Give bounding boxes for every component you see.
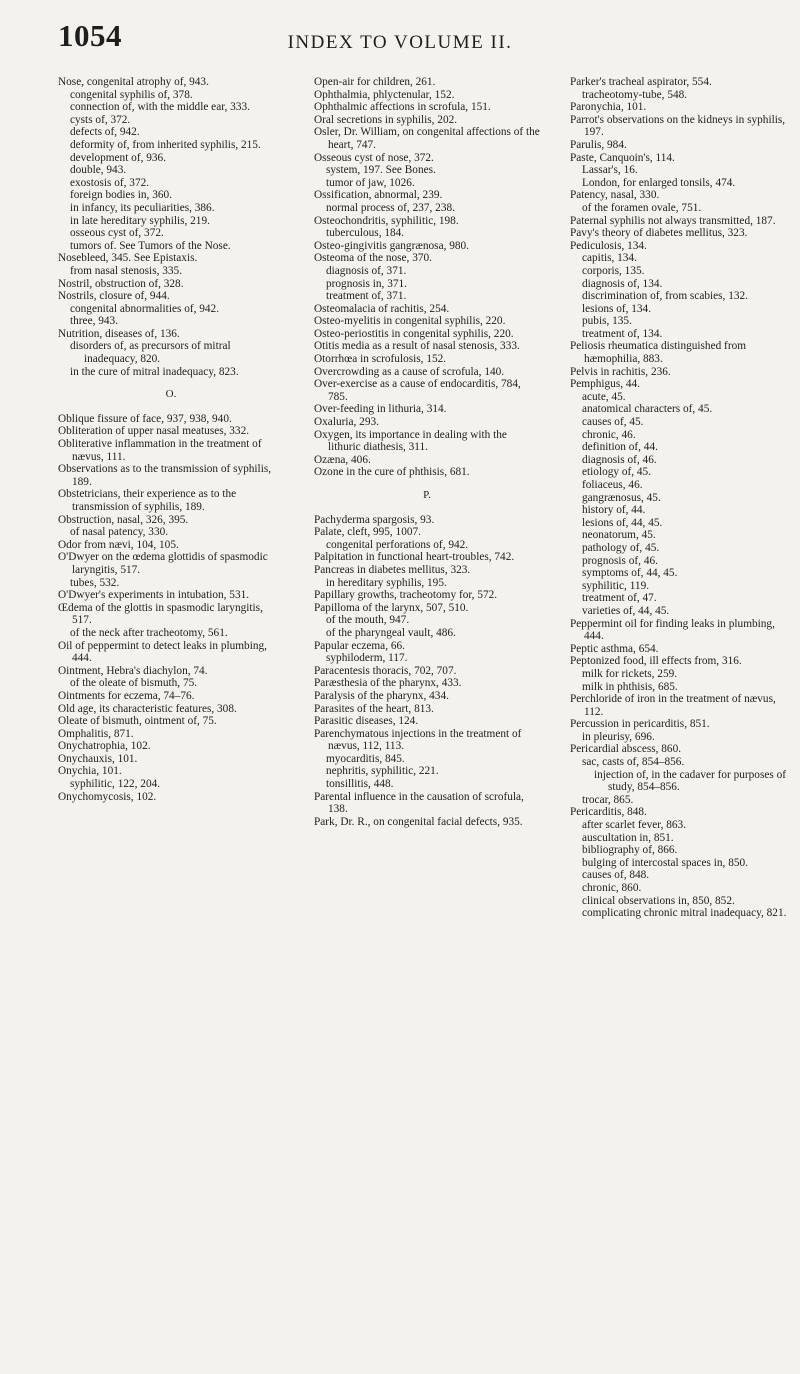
index-subentry: London, for enlarged tonsils, 474. <box>582 176 736 189</box>
index-entry: Patency, nasal, 330. <box>570 189 660 202</box>
index-entry: Nosebleed, 345. See Epistaxis. <box>58 252 198 265</box>
index-subentry: treatment of, 371. <box>326 290 407 303</box>
index-subentry: auscultation in, 851. <box>582 831 674 844</box>
index-subentry: from nasal stenosis, 335. <box>70 264 183 277</box>
index-subentry: discrimination of, from scabies, 132. <box>582 290 748 303</box>
index-entry: Pelvis in rachitis, 236. <box>570 365 671 378</box>
index-entry: Paralysis of the pharynx, 434. <box>314 689 449 702</box>
index-entry: Oleate of bismuth, ointment of, 75. <box>58 715 217 728</box>
index-entry: Over-exercise as a cause of endocarditis, 784, 785. <box>314 378 521 403</box>
index-subentry: in hereditary syphilis, 195. <box>326 576 447 589</box>
index-subentry: of the foramen ovale, 751. <box>582 201 702 214</box>
index-subentry: exostosis of, 372. <box>70 176 150 189</box>
index-subentry: tracheotomy-tube, 548. <box>582 88 688 101</box>
index-subentry: neonatorum, 45. <box>582 529 656 542</box>
index-entry: Ophthalmia, phlyctenular, 152. <box>314 88 455 101</box>
index-entry: Obstetricians, their experience as to the transmission of syphilis, 189. <box>58 488 237 513</box>
index-subentry: sac, casts of, 854–856. <box>582 756 685 769</box>
index-subentry: of nasal patency, 330. <box>70 526 169 539</box>
index-subentry: bulging of intercostal spaces in, 850. <box>582 856 748 869</box>
index-subentry: clinical observations in, 850, 852. <box>582 894 735 907</box>
index-subentry: after scarlet fever, 863. <box>582 819 686 832</box>
index-subentry: congenital perforations of, 942. <box>326 538 469 551</box>
index-entry: Onychatrophia, 102. <box>58 740 151 753</box>
index-subentry: gangrænosus, 45. <box>582 491 661 504</box>
index-subentry: of the oleate of bismuth, 75. <box>70 677 198 690</box>
index-entry: Parulis, 984. <box>570 138 627 151</box>
index-entry: Onychomycosis, 102. <box>58 790 157 803</box>
index-subentry: of the mouth, 947. <box>326 614 410 627</box>
index-subentry: disorders of, as precursors of mitral inadequacy, 820. <box>70 340 231 366</box>
index-entry: Paronychia, 101. <box>570 101 647 114</box>
index-entry: Pericardial abscess, 860. <box>570 743 682 756</box>
index-subentry: in infancy, its peculiarities, 386. <box>70 201 215 214</box>
index-entry: Ossification, abnormal, 239. <box>314 189 443 202</box>
section-letter-heading: O. <box>165 388 177 401</box>
index-subentry: injection of, in the cadaver for purposes of study, 854–856. <box>594 768 786 794</box>
index-subentry: tumors of. See Tumors of the Nose. <box>70 239 231 252</box>
index-entry: Obliterative inflammation in the treatment of nævus, 111. <box>58 438 262 463</box>
index-entry: Open-air for children, 261. <box>314 76 436 88</box>
index-subentry: definition of, 44. <box>582 441 658 454</box>
index-subentry: tuberculous, 184. <box>326 227 405 240</box>
index-entry: Oxygen, its importance in dealing with the lithuric diathesis, 311. <box>314 428 507 454</box>
index-entry: Parrot's observations on the kidneys in syphilis, 197. <box>570 113 786 139</box>
index-subentry: double, 943. <box>70 164 127 177</box>
index-entry: Old age, its characteristic features, 308. <box>58 702 237 715</box>
index-entry: Osseous cyst of nose, 372. <box>314 151 434 164</box>
index-subentry: congenital syphilis of, 378. <box>70 88 193 101</box>
index-subentry: bibliography of, 866. <box>582 844 678 857</box>
index-entry: Osteo-myelitis in congenital syphilis, 220. <box>314 315 506 328</box>
index-subentry: tonsillitis, 448. <box>326 778 394 791</box>
index-entry: O'Dwyer on the œdema glottidis of spasmodic laryngitis, 517. <box>58 551 268 576</box>
index-subentry: pubis, 135. <box>582 315 632 328</box>
index-subentry: causes of, 848. <box>582 869 650 882</box>
index-subentry: treatment of, 47. <box>582 592 657 605</box>
index-entry: Osler, Dr. William, on congenital affections of the heart, 747. <box>314 126 540 151</box>
index-subentry: tubes, 532. <box>70 576 120 589</box>
index-entry: Over-feeding in lithuria, 314. <box>314 403 447 416</box>
index-entry: Observations as to the transmission of syphilis, 189. <box>58 463 272 488</box>
index-column-3 <box>570 76 796 920</box>
index-entry: Ozæna, 406. <box>314 453 371 466</box>
index-subentry: milk for rickets, 259. <box>582 667 678 680</box>
index-subentry: diagnosis of, 46. <box>582 453 657 466</box>
index-subentry: complicating chronic mitral inadequacy, 821. <box>582 907 787 920</box>
index-entry: Odor from nævi, 104, 105. <box>58 538 179 551</box>
index-subentry: system, 197. See Bones. <box>326 164 436 177</box>
index-subentry: deformity of, from inherited syphilis, 215. <box>70 138 261 151</box>
index-subentry: pathology of, 45. <box>582 541 660 554</box>
index-entry: Pancreas in diabetes mellitus, 323. <box>314 563 471 576</box>
index-subentry: diagnosis of, 134. <box>582 277 663 290</box>
index-entry: Park, Dr. R., on congenital facial defects, 935. <box>314 815 523 828</box>
index-entry: Peptonized food, ill effects from, 316. <box>570 655 742 668</box>
index-subentry: history of, 44. <box>582 504 646 517</box>
index-entry: Oil of peppermint to detect leaks in plumbing, 444. <box>58 639 267 665</box>
index-subentry: acute, 45. <box>582 390 626 403</box>
index-subentry: etiology of, 45. <box>582 466 652 479</box>
index-subentry: capitis, 134. <box>582 252 637 265</box>
index-subentry: syphiloderm, 117. <box>326 652 408 665</box>
index-column-2 <box>314 76 540 828</box>
index-subentry: chronic, 860. <box>582 882 642 894</box>
index-entry: Otorrhœa in scrofulosis, 152. <box>314 353 447 366</box>
index-entry: Pavy's theory of diabetes mellitus, 323. <box>570 227 748 240</box>
index-entry: Otitis media as a result of nasal stenosis, 333. <box>314 340 520 353</box>
index-entry: Obstruction, nasal, 326, 395. <box>58 513 189 526</box>
index-subentry: prognosis in, 371. <box>326 277 407 290</box>
index-subentry: varieties of, 44, 45. <box>582 604 670 617</box>
index-entry: Paternal syphilis not always transmitted, 187. <box>570 214 776 227</box>
index-entry: Peliosis rheumatica distinguished from hæmophilia, 883. <box>570 340 747 366</box>
index-entry: Osteo-gingivitis gangrænosa, 980. <box>314 239 470 252</box>
index-subentry: treatment of, 134. <box>582 327 663 340</box>
index-entry: Parasitic diseases, 124. <box>314 715 419 728</box>
index-subentry: corporis, 135. <box>582 264 645 277</box>
index-subentry: osseous cyst of, 372. <box>70 227 164 240</box>
index-subentry: prognosis of, 46. <box>582 554 658 567</box>
index-column-1 <box>58 76 284 803</box>
index-subentry: syphilitic, 119. <box>582 579 650 592</box>
index-entry: Papular eczema, 66. <box>314 639 405 652</box>
index-entry: Pediculosis, 134. <box>570 239 647 252</box>
index-entry: Percussion in pericarditis, 851. <box>570 718 710 731</box>
index-entry: Nostrils, closure of, 944. <box>58 290 170 303</box>
index-subentry: syphilitic, 122, 204. <box>70 778 161 791</box>
index-subentry: milk in phthisis, 685. <box>582 680 678 693</box>
index-entry: Osteochondritis, syphilitic, 198. <box>314 214 459 227</box>
index-entry: Oral secretions in syphilis, 202. <box>314 113 458 126</box>
index-entry: Onychia, 101. <box>58 765 122 778</box>
index-subentry: anatomical characters of, 45. <box>582 403 713 416</box>
index-entry: Perchloride of iron in the treatment of nævus, 112. <box>570 693 776 718</box>
index-entry: Parental influence in the causation of scrofula, 138. <box>314 790 524 816</box>
index-entry: Parker's tracheal aspirator, 554. <box>570 76 712 88</box>
index-entry: Onychauxis, 101. <box>58 752 138 765</box>
index-entry: Ophthalmic affections in scrofula, 151. <box>314 101 491 114</box>
index-entry: Papilloma of the larynx, 507, 510. <box>314 601 469 614</box>
index-subentry: foreign bodies in, 360. <box>70 189 172 202</box>
index-subentry: cysts of, 372. <box>70 113 131 126</box>
index-entry: Paracentesis thoracis, 702, 707. <box>314 664 457 677</box>
index-subentry: foliaceus, 46. <box>582 479 643 491</box>
index-entry: Oxaluria, 293. <box>314 416 379 429</box>
index-subentry: nephritis, syphilitic, 221. <box>326 765 439 778</box>
index-subentry: of the neck after tracheotomy, 561. <box>70 626 228 639</box>
index-entry: Palpitation in functional heart-troubles, 742. <box>314 551 515 564</box>
index-entry: Œdema of the glottis in spasmodic laryngitis, 517. <box>58 601 263 627</box>
index-entry: Omphalitis, 871. <box>58 727 134 740</box>
index-subentry: symptoms of, 44, 45. <box>582 567 678 580</box>
index-entry: Nostril, obstruction of, 328. <box>58 277 184 290</box>
index-entry: Peptic asthma, 654. <box>570 642 659 655</box>
index-entry: Parasites of the heart, 813. <box>314 702 434 715</box>
index-subentry: Lassar's, 16. <box>582 164 638 177</box>
index-entry: Ozone in the cure of phthisis, 681. <box>314 466 470 479</box>
index-entry: Osteomalacia of rachitis, 254. <box>314 302 450 315</box>
index-entry: Overcrowding as a cause of scrofula, 140. <box>314 365 505 378</box>
index-subentry: in late hereditary syphilis, 219. <box>70 214 210 227</box>
index-entry: Palate, cleft, 995, 1007. <box>314 526 421 539</box>
running-title: INDEX TO VOLUME II. <box>287 32 513 53</box>
index-entry: Peppermint oil for finding leaks in plumbing, 444. <box>570 617 775 643</box>
page-number: 1054 <box>58 18 122 53</box>
index-subentry: causes of, 45. <box>582 416 644 429</box>
section-letter-heading: P. <box>423 489 431 501</box>
index-subentry: connection of, with the middle ear, 333. <box>70 101 250 114</box>
index-entry: Parenchymatous injections in the treatment of nævus, 112, 113. <box>314 727 522 753</box>
index-subentry: chronic, 46. <box>582 428 636 441</box>
index-entry: O'Dwyer's experiments in intubation, 531. <box>58 589 250 602</box>
index-entry: Ointments for eczema, 74–76. <box>58 689 195 702</box>
index-entry: Nutrition, diseases of, 136. <box>58 327 180 340</box>
page-header <box>0 10 800 60</box>
index-entry: Nose, congenital atrophy of, 943. <box>58 76 209 88</box>
index-subentry: development of, 936. <box>70 151 167 164</box>
index-subentry: in the cure of mitral inadequacy, 823. <box>70 365 239 378</box>
index-entry: Pemphigus, 44. <box>570 378 640 391</box>
index-entry: Pericarditis, 848. <box>570 806 647 819</box>
index-entry: Ointment, Hebra's diachylon, 74. <box>58 664 208 677</box>
index-subentry: trocar, 865. <box>582 793 634 806</box>
index-entry: Pachyderma spargosis, 93. <box>314 513 435 526</box>
index-subentry: lesions of, 134. <box>582 302 652 315</box>
index-subentry: diagnosis of, 371. <box>326 264 407 277</box>
index-entry: Oblique fissure of face, 937, 938, 940. <box>58 412 232 425</box>
index-subentry: of the pharyngeal vault, 486. <box>326 626 456 639</box>
index-entry: Paste, Canquoin's, 114. <box>570 151 675 164</box>
index-subentry: tumor of jaw, 1026. <box>326 176 415 189</box>
index-subentry: congenital abnormalities of, 942. <box>70 302 220 315</box>
index-subentry: normal process of, 237, 238. <box>326 201 455 214</box>
index-subentry: myocarditis, 845. <box>326 752 405 765</box>
index-entry: Papillary growths, tracheotomy for, 572. <box>314 589 498 602</box>
index-subentry: three, 943. <box>70 315 118 328</box>
index-entry: Osteo-periostitis in congenital syphilis, 220. <box>314 327 514 340</box>
index-entry: Paræsthesia of the pharynx, 433. <box>314 677 462 690</box>
index-entry: Obliteration of upper nasal meatuses, 332. <box>58 425 250 438</box>
index-subentry: in pleurisy, 696. <box>582 730 655 743</box>
index-subentry: lesions of, 44, 45. <box>582 516 663 529</box>
index-entry: Osteoma of the nose, 370. <box>314 252 432 265</box>
index-subentry: defects of, 942. <box>70 126 140 139</box>
